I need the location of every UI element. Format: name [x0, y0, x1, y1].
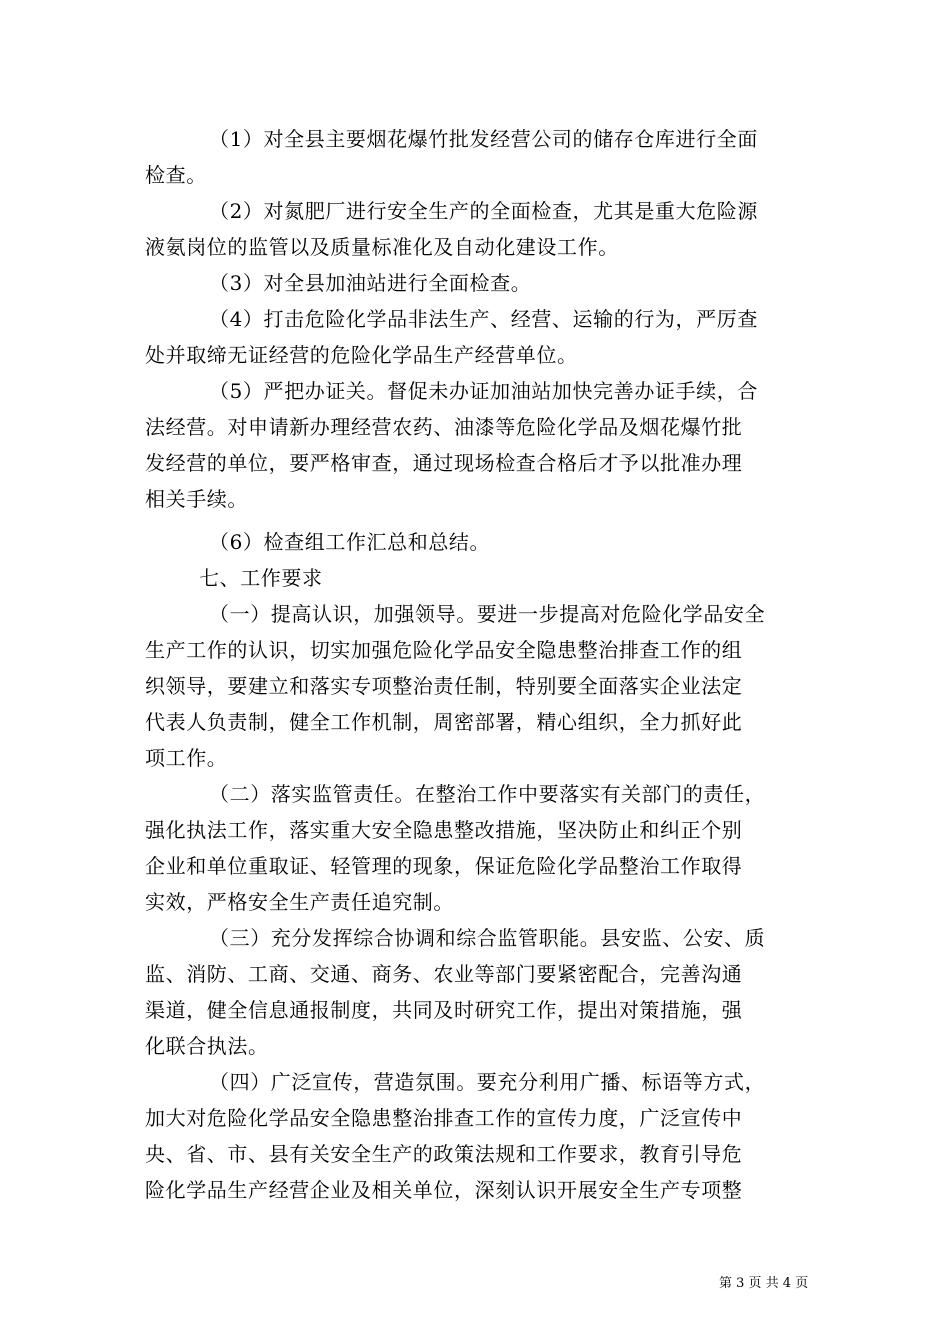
text-line: 加大对危险化学品安全隐患整治排查工作的宣传力度，广泛宣传中 — [145, 1106, 743, 1130]
text-line: 监、消防、工商、交通、商务、农业等部门要紧密配合，完善沟通 — [145, 962, 743, 986]
text-line: 企业和单位重取证、轻管理的现象，保证危险化学品整治工作取得 — [145, 854, 743, 878]
text-line: 法经营。对申请新办理经营农药、油漆等危险化学品及烟花爆竹批 — [145, 415, 743, 439]
text-line: （四）广泛宣传，营造氛围。要充分利用广播、标语等方式， — [209, 1070, 766, 1094]
text-line: （三）充分发挥综合协调和综合监管职能。县安监、公安、质 — [209, 926, 766, 950]
text-line: 央、省、市、县有关安全生产的政策法规和工作要求，教育引导危 — [145, 1142, 743, 1166]
text-line: 险化学品生产经营企业及相关单位，深刻认识开展安全生产专项整 — [145, 1178, 743, 1202]
text-line: 渠道，健全信息通报制度，共同及时研究工作，提出对策措施，强 — [145, 998, 743, 1022]
text-line: （1）对全县主要烟花爆竹批发经营公司的储存仓库进行全面 — [209, 127, 758, 151]
text-line: 代表人负责制，健全工作机制，周密部署，精心组织，全力抓好此 — [145, 710, 743, 734]
text-line: 强化执法工作，落实重大安全隐患整改措施，坚决防止和纠正个别 — [145, 818, 743, 842]
text-line: （二）落实监管责任。在整治工作中要落实有关部门的责任， — [209, 782, 766, 806]
text-line: （4）打击危险化学品非法生产、经营、运输的行为，严厉查 — [209, 307, 758, 331]
page-number: 第 3 页 共 4 页 — [719, 1276, 809, 1291]
text-line: 化联合执法。 — [145, 1034, 269, 1058]
text-line: （一）提高认识，加强领导。要进一步提高对危险化学品安全 — [209, 602, 766, 626]
text-line: 实效，严格安全生产责任追究制。 — [145, 890, 454, 914]
text-line: 检查。 — [145, 163, 207, 187]
text-line: 生产工作的认识，切实加强危险化学品安全隐患整治排查工作的组 — [145, 638, 743, 662]
text-line: 处并取缔无证经营的危险化学品生产经营单位。 — [145, 343, 578, 367]
text-line: （2）对氮肥厂进行安全生产的全面检查，尤其是重大危险源 — [209, 199, 758, 223]
text-line: （3）对全县加油站进行全面检查。 — [209, 271, 532, 295]
text-line: 液氨岗位的监管以及质量标准化及自动化建设工作。 — [145, 235, 619, 259]
text-line: 相关手续。 — [145, 487, 248, 511]
text-line: 项工作。 — [145, 746, 228, 770]
text-line: 织领导，要建立和落实专项整治责任制，特别要全面落实企业法定 — [145, 674, 743, 698]
text-line: 发经营的单位，要严格审查，通过现场检查合格后才予以批准办理 — [145, 451, 743, 475]
section-heading: 七、工作要求 — [199, 566, 323, 590]
text-line: （6）检查组工作汇总和总结。 — [209, 530, 491, 554]
text-line: （5）严把办证关。督促未办证加油站加快完善办证手续，合 — [209, 379, 758, 403]
